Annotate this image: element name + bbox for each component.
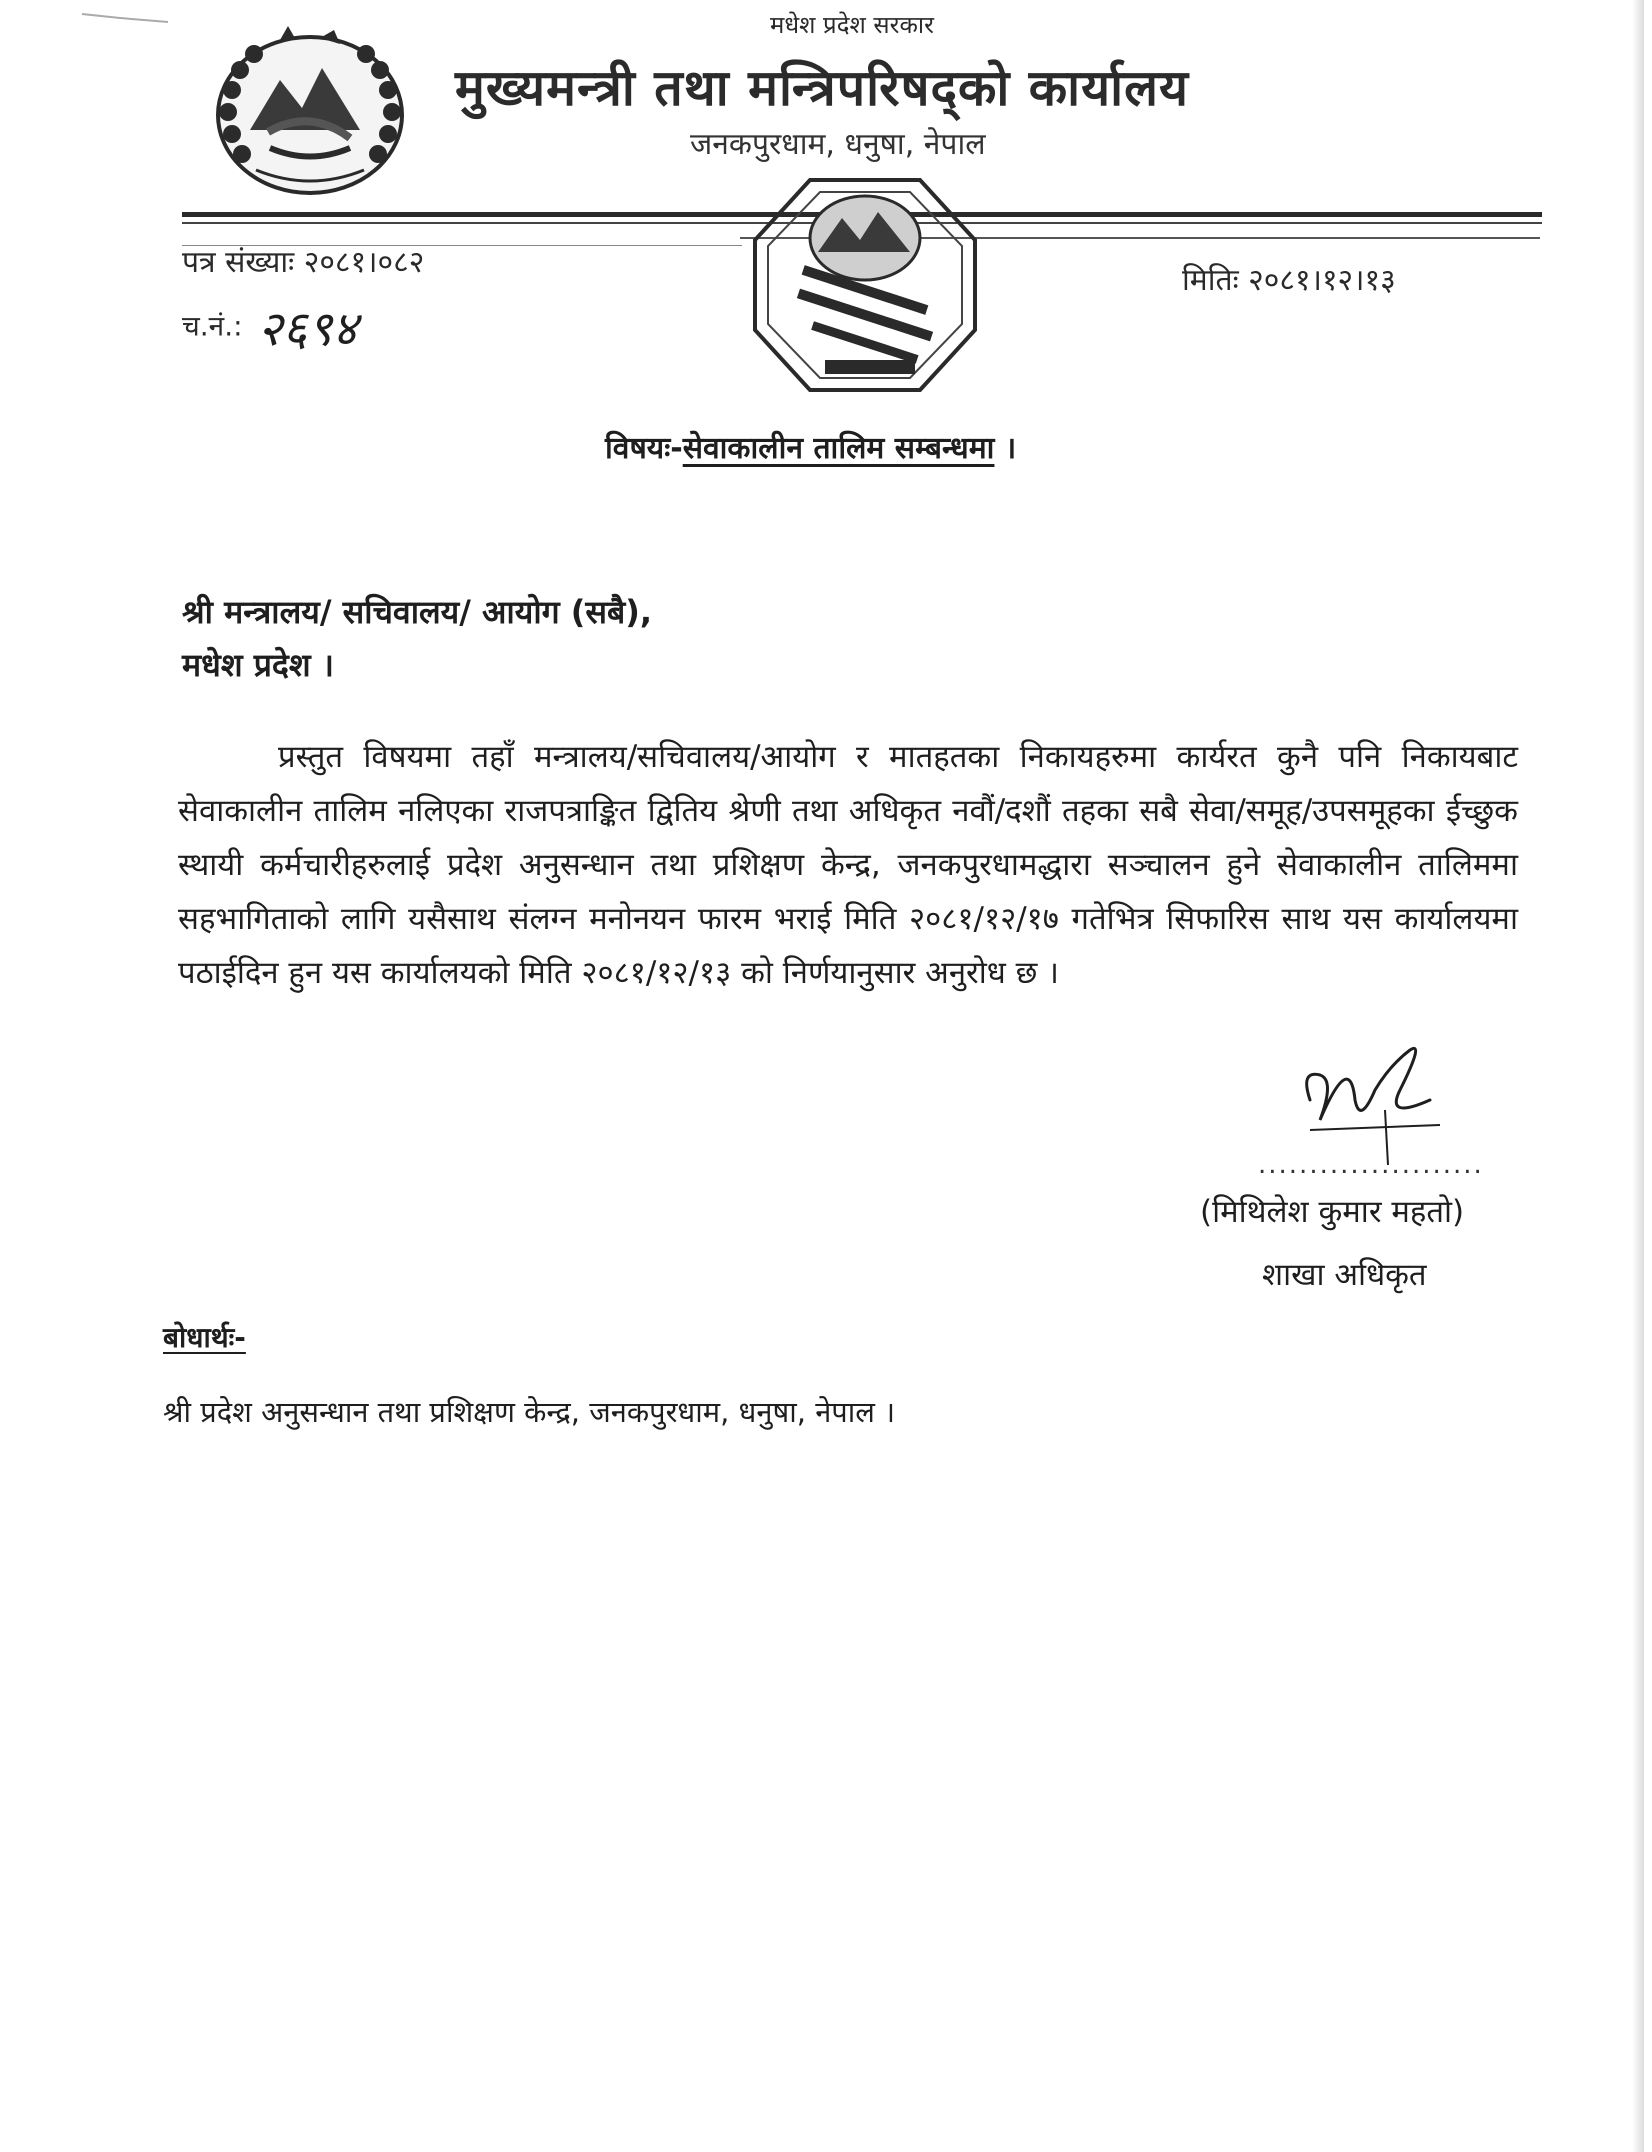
cc-item: श्री प्रदेश अनुसन्धान तथा प्रशिक्षण केन्द्र, जनकपुरधाम, धनुषा, नेपाल । (163, 1395, 896, 1429)
office-title: मुख्यमन्त्री तथा मन्त्रिपरिषद्को कार्यालय (455, 59, 1189, 117)
subject-line (605, 426, 1016, 467)
signature-dots: ...................... (1258, 1150, 1484, 1180)
addressee-line-2: मधेश प्रदेश । (182, 646, 334, 684)
signatory-title: शाखा अधिकृत (1262, 1257, 1427, 1293)
body-paragraph: प्रस्तुत विषयमा तहाँ मन्त्रालय/सचिवालय/आयोग र मातहतका निकायहरुमा कार्यरत कुनै पनि निकायबाट सेवाकालीन तालिम नलिएका राजपत्राङ्कित द्वितिय श्रेणी तथा अधिकृत नवौं/दशौं तहका सबै सेवा/समूह/उपसमूहका ईच्छुक स्थायी कर्मचारीहरुलाई प्रदेश अनुसन्धान तथा प्रशिक्षण केन्द्र, जनकपुरधामद्धारा सञ्चालन हुने सेवाकालीन तालिममा सहभागिताको लागि यसैसाथ संलग्न मनोनयन फारम भराई मिति २०८१/१२/१७ गतेभित्र सिफारिस साथ यस कार्यालयमा पठाईदिन हुन यस कार्यालयको मिति २०८१/१२/१३ को निर्णयानुसार अनुरोध छ । (178, 739, 1518, 991)
addressee-line-1: श्री मन्त्रालय/ सचिवालय/ आयोग (सबै), (182, 593, 653, 631)
nepal-emblem-icon (210, 20, 410, 200)
letter-number: पत्र संख्याः २०८१।०८२ (182, 245, 425, 280)
office-seal-icon (740, 160, 990, 410)
signature-icon (1290, 1030, 1450, 1165)
dispatch-number (182, 295, 357, 360)
subject-label: विषयः- (605, 431, 683, 466)
letter-date: मितिः २०८१।१२।१३ (1182, 263, 1396, 298)
letter-body (178, 730, 1518, 1000)
cc-heading: बोधार्थः- (163, 1321, 246, 1354)
dispatch-number-label: च.नं.: (182, 309, 243, 343)
office-address: जनकपुरधाम, धनुषा, नेपाल (690, 127, 986, 162)
scan-edge (1632, 0, 1644, 2152)
signatory-name: (मिथिलेश कुमार महतो) (1200, 1194, 1465, 1230)
subject-end: । (994, 431, 1017, 466)
scan-mark (80, 10, 170, 24)
subject-text: सेवाकालीन तालिम सम्बन्धमा (682, 431, 995, 466)
dispatch-number-value: २६९४ (257, 301, 358, 357)
government-name: मधेश प्रदेश सरकार (770, 11, 934, 39)
